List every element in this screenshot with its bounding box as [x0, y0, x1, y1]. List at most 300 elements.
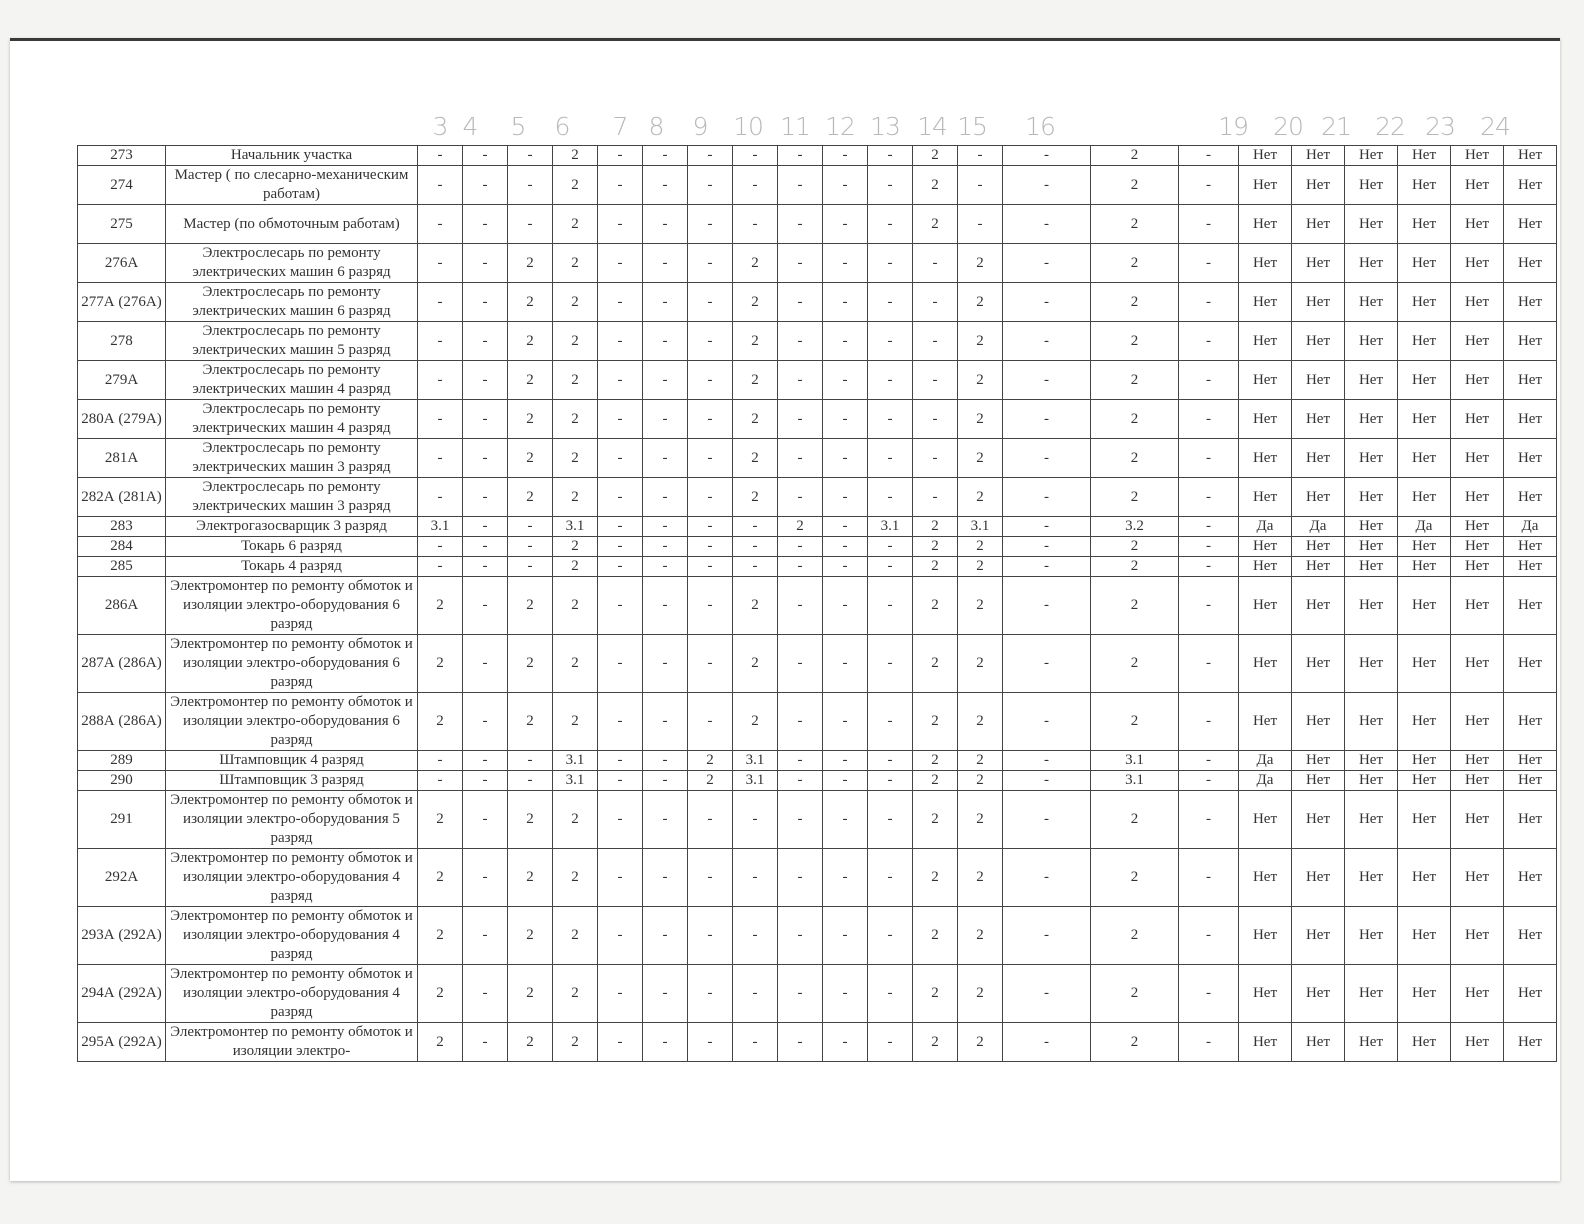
value-cell: - — [1003, 146, 1091, 166]
value-cell: 2 — [553, 965, 598, 1023]
value-cell: 2 — [958, 791, 1003, 849]
value-cell: - — [688, 537, 733, 557]
handwritten-number: 6 — [554, 112, 570, 141]
value-cell: Нет — [1239, 577, 1292, 635]
table-row — [78, 166, 1557, 205]
workplace-number-cell: 291 — [78, 791, 166, 849]
profession-name-cell: Электромонтер по ремонту обмоток и изоляции электро-оборудования 6 разряд — [166, 577, 418, 635]
value-cell: - — [823, 577, 868, 635]
value-cell: - — [463, 751, 508, 771]
value-cell: - — [598, 400, 643, 439]
value-cell: - — [643, 166, 688, 205]
value-cell: 2 — [553, 478, 598, 517]
value-cell: - — [1179, 439, 1239, 478]
profession-name-cell: Электромонтер по ремонту обмоток и изоляции электро-оборудования 4 разряд — [166, 965, 418, 1023]
profession-name-cell: Электромонтер по ремонту обмоток и изоляции электро- — [166, 1023, 418, 1062]
value-cell: - — [778, 693, 823, 751]
value-cell: - — [778, 322, 823, 361]
value-cell: Нет — [1292, 635, 1345, 693]
value-cell: Нет — [1398, 322, 1451, 361]
profession-name-cell: Электрослесарь по ремонту электрических машин 3 разряд — [166, 478, 418, 517]
value-cell: 2 — [958, 1023, 1003, 1062]
table-row — [78, 537, 1557, 557]
value-cell: 2 — [913, 557, 958, 577]
value-cell: Да — [1239, 771, 1292, 791]
value-cell: - — [1179, 166, 1239, 205]
value-cell: Нет — [1398, 557, 1451, 577]
value-cell: - — [868, 361, 913, 400]
value-cell: - — [1179, 907, 1239, 965]
value-cell: 2 — [418, 849, 463, 907]
value-cell: - — [463, 283, 508, 322]
value-cell: - — [1003, 965, 1091, 1023]
profession-name-cell: Электромонтер по ремонту обмоток и изоляции электро-оборудования 5 разряд — [166, 791, 418, 849]
value-cell: - — [598, 693, 643, 751]
value-cell: - — [688, 478, 733, 517]
workplace-number-cell: 284 — [78, 537, 166, 557]
profession-name-cell: Электрослесарь по ремонту электрических машин 3 разряд — [166, 439, 418, 478]
value-cell: - — [508, 146, 553, 166]
profession-name-cell: Электромонтер по ремонту обмоток и изоляции электро-оборудования 6 разряд — [166, 693, 418, 751]
workplace-number-cell: 281А — [78, 439, 166, 478]
value-cell: 3.2 — [1091, 517, 1179, 537]
value-cell: - — [958, 146, 1003, 166]
value-cell: - — [463, 557, 508, 577]
table-row — [78, 771, 1557, 791]
value-cell: Нет — [1239, 557, 1292, 577]
value-cell: 2 — [1091, 791, 1179, 849]
workplace-number-cell: 292А — [78, 849, 166, 907]
value-cell: 2 — [1091, 577, 1179, 635]
value-cell: - — [733, 146, 778, 166]
value-cell: - — [643, 283, 688, 322]
value-cell: - — [418, 244, 463, 283]
value-cell: - — [1003, 283, 1091, 322]
value-cell: - — [598, 166, 643, 205]
value-cell: - — [823, 244, 868, 283]
value-cell: 2 — [508, 244, 553, 283]
value-cell: 2 — [1091, 244, 1179, 283]
value-cell: - — [688, 322, 733, 361]
workplace-number-cell: 282А (281А) — [78, 478, 166, 517]
value-cell: - — [598, 751, 643, 771]
value-cell: - — [823, 965, 868, 1023]
workplace-number-cell: 289 — [78, 751, 166, 771]
value-cell: Нет — [1239, 205, 1292, 244]
value-cell: - — [688, 1023, 733, 1062]
value-cell: - — [688, 849, 733, 907]
workplace-number-cell: 275 — [78, 205, 166, 244]
value-cell: 2 — [778, 517, 823, 537]
value-cell: - — [688, 577, 733, 635]
value-cell: - — [778, 146, 823, 166]
value-cell: - — [688, 693, 733, 751]
profession-name-cell: Электромонтер по ремонту обмоток и изоляции электро-оборудования 4 разряд — [166, 907, 418, 965]
value-cell: Нет — [1292, 322, 1345, 361]
value-cell: Нет — [1345, 361, 1398, 400]
value-cell: - — [643, 146, 688, 166]
value-cell: - — [643, 693, 688, 751]
value-cell: - — [688, 361, 733, 400]
value-cell: 2 — [1091, 439, 1179, 478]
profession-name-cell: Электрослесарь по ремонту электрических машин 4 разряд — [166, 400, 418, 439]
value-cell: Нет — [1451, 693, 1504, 751]
value-cell: 2 — [1091, 907, 1179, 965]
value-cell: 2 — [733, 693, 778, 751]
value-cell: - — [733, 791, 778, 849]
value-cell: - — [463, 771, 508, 791]
table-row — [78, 1023, 1557, 1062]
table-row — [78, 791, 1557, 849]
value-cell: Нет — [1504, 537, 1557, 557]
value-cell: 2 — [733, 283, 778, 322]
value-cell: - — [778, 439, 823, 478]
value-cell: Нет — [1504, 1023, 1557, 1062]
value-cell: - — [418, 771, 463, 791]
profession-name-cell: Токарь 6 разряд — [166, 537, 418, 557]
value-cell: - — [868, 244, 913, 283]
value-cell: - — [418, 557, 463, 577]
value-cell: - — [868, 146, 913, 166]
table-row — [78, 322, 1557, 361]
value-cell: Нет — [1398, 283, 1451, 322]
handwritten-number: 12 — [825, 112, 855, 141]
value-cell: - — [778, 907, 823, 965]
workplace-number-cell: 287А (286А) — [78, 635, 166, 693]
handwritten-number: 7 — [612, 112, 628, 141]
value-cell: 2 — [553, 849, 598, 907]
value-cell: Нет — [1292, 166, 1345, 205]
value-cell: - — [1179, 849, 1239, 907]
value-cell: Нет — [1504, 146, 1557, 166]
value-cell: - — [463, 166, 508, 205]
value-cell: - — [823, 322, 868, 361]
value-cell: - — [508, 557, 553, 577]
workplace-number-cell: 273 — [78, 146, 166, 166]
value-cell: - — [418, 283, 463, 322]
value-cell: - — [598, 537, 643, 557]
value-cell: - — [913, 322, 958, 361]
value-cell: - — [463, 244, 508, 283]
value-cell: 2 — [508, 635, 553, 693]
workplace-number-cell: 278 — [78, 322, 166, 361]
profession-name-cell: Мастер ( по слесарно-механическим работам) — [166, 166, 418, 205]
value-cell: Нет — [1239, 478, 1292, 517]
value-cell: - — [598, 791, 643, 849]
value-cell: Нет — [1398, 751, 1451, 771]
value-cell: Нет — [1345, 439, 1398, 478]
value-cell: - — [688, 791, 733, 849]
value-cell: Нет — [1292, 693, 1345, 751]
value-cell: - — [1003, 400, 1091, 439]
value-cell: - — [418, 439, 463, 478]
value-cell: 2 — [1091, 557, 1179, 577]
table-row — [78, 205, 1557, 244]
value-cell: - — [688, 635, 733, 693]
value-cell: - — [868, 322, 913, 361]
value-cell: - — [463, 146, 508, 166]
value-cell: - — [643, 478, 688, 517]
value-cell: Нет — [1239, 361, 1292, 400]
value-cell: 2 — [733, 635, 778, 693]
value-cell: Нет — [1504, 849, 1557, 907]
profession-name-cell: Электрослесарь по ремонту электрических машин 6 разряд — [166, 244, 418, 283]
value-cell: 2 — [508, 283, 553, 322]
value-cell: Нет — [1451, 244, 1504, 283]
value-cell: 2 — [958, 322, 1003, 361]
value-cell: - — [1179, 361, 1239, 400]
value-cell: Нет — [1451, 146, 1504, 166]
value-cell: Нет — [1345, 166, 1398, 205]
value-cell: - — [418, 751, 463, 771]
value-cell: Нет — [1239, 635, 1292, 693]
value-cell: - — [1003, 1023, 1091, 1062]
value-cell: 2 — [913, 849, 958, 907]
value-cell: 2 — [913, 205, 958, 244]
value-cell: Нет — [1239, 849, 1292, 907]
value-cell: Да — [1292, 517, 1345, 537]
profession-name-cell: Электромонтер по ремонту обмоток и изоляции электро-оборудования 4 разряд — [166, 849, 418, 907]
value-cell: - — [868, 400, 913, 439]
table-row — [78, 557, 1557, 577]
value-cell: - — [868, 166, 913, 205]
value-cell: - — [778, 791, 823, 849]
value-cell: Нет — [1504, 751, 1557, 771]
value-cell: - — [463, 517, 508, 537]
value-cell: 2 — [1091, 635, 1179, 693]
value-cell: - — [1179, 557, 1239, 577]
value-cell: - — [418, 537, 463, 557]
value-cell: - — [598, 283, 643, 322]
handwritten-number: 16 — [1025, 112, 1055, 141]
value-cell: - — [778, 166, 823, 205]
value-cell: - — [913, 478, 958, 517]
value-cell: - — [643, 517, 688, 537]
value-cell: Нет — [1345, 244, 1398, 283]
value-cell: - — [1179, 478, 1239, 517]
value-cell: 2 — [913, 965, 958, 1023]
value-cell: - — [823, 771, 868, 791]
value-cell: 2 — [508, 361, 553, 400]
workplace-number-cell: 286А — [78, 577, 166, 635]
value-cell: 2 — [553, 244, 598, 283]
value-cell: - — [1179, 635, 1239, 693]
table-row — [78, 400, 1557, 439]
value-cell: - — [913, 439, 958, 478]
value-cell: - — [643, 1023, 688, 1062]
value-cell: Нет — [1504, 965, 1557, 1023]
value-cell: Нет — [1345, 146, 1398, 166]
value-cell: - — [868, 283, 913, 322]
table-row — [78, 439, 1557, 478]
value-cell: Нет — [1398, 146, 1451, 166]
value-cell: 2 — [1091, 146, 1179, 166]
value-cell: - — [643, 965, 688, 1023]
value-cell: - — [778, 478, 823, 517]
profession-name-cell: Штамповщик 4 разряд — [166, 751, 418, 771]
value-cell: - — [1003, 635, 1091, 693]
value-cell: Нет — [1292, 907, 1345, 965]
value-cell: - — [1003, 244, 1091, 283]
value-cell: 2 — [508, 693, 553, 751]
value-cell: Да — [1398, 517, 1451, 537]
value-cell: - — [778, 205, 823, 244]
value-cell: Нет — [1292, 557, 1345, 577]
value-cell: - — [778, 635, 823, 693]
value-cell: Нет — [1504, 635, 1557, 693]
handwritten-number: 23 — [1425, 112, 1455, 141]
value-cell: - — [1179, 205, 1239, 244]
value-cell: - — [463, 400, 508, 439]
value-cell: 2 — [553, 146, 598, 166]
value-cell: - — [1003, 205, 1091, 244]
value-cell: 2 — [913, 1023, 958, 1062]
value-cell: - — [598, 965, 643, 1023]
value-cell: - — [823, 635, 868, 693]
value-cell: Нет — [1239, 166, 1292, 205]
value-cell: 2 — [913, 751, 958, 771]
value-cell: - — [643, 244, 688, 283]
value-cell: - — [688, 244, 733, 283]
value-cell: Нет — [1451, 1023, 1504, 1062]
value-cell: 2 — [688, 751, 733, 771]
value-cell: 2 — [508, 791, 553, 849]
value-cell: 2 — [553, 322, 598, 361]
value-cell: Нет — [1398, 907, 1451, 965]
value-cell: - — [733, 1023, 778, 1062]
value-cell: - — [823, 517, 868, 537]
value-cell: - — [1179, 1023, 1239, 1062]
value-cell: - — [823, 361, 868, 400]
value-cell: - — [823, 1023, 868, 1062]
value-cell: Нет — [1451, 771, 1504, 791]
value-cell: Нет — [1292, 791, 1345, 849]
table-row — [78, 577, 1557, 635]
value-cell: - — [868, 635, 913, 693]
value-cell: Нет — [1451, 907, 1504, 965]
value-cell: Нет — [1504, 361, 1557, 400]
value-cell: Нет — [1292, 537, 1345, 557]
handwritten-number: 21 — [1321, 112, 1351, 141]
workplace-number-cell: 293А (292А) — [78, 907, 166, 965]
value-cell: - — [913, 244, 958, 283]
value-cell: - — [418, 361, 463, 400]
value-cell: 2 — [958, 771, 1003, 791]
working-conditions-table — [77, 145, 1557, 1062]
value-cell: Нет — [1345, 205, 1398, 244]
value-cell: - — [733, 849, 778, 907]
value-cell: Нет — [1345, 400, 1398, 439]
value-cell: 2 — [553, 635, 598, 693]
value-cell: 2 — [958, 965, 1003, 1023]
profession-name-cell: Токарь 4 разряд — [166, 557, 418, 577]
value-cell: Нет — [1345, 751, 1398, 771]
value-cell: - — [598, 557, 643, 577]
value-cell: 2 — [508, 478, 553, 517]
value-cell: 2 — [958, 439, 1003, 478]
value-cell: Нет — [1239, 322, 1292, 361]
value-cell: - — [418, 400, 463, 439]
workplace-number-cell: 280А (279А) — [78, 400, 166, 439]
value-cell: Нет — [1292, 751, 1345, 771]
value-cell: - — [868, 791, 913, 849]
value-cell: - — [913, 283, 958, 322]
value-cell: - — [463, 849, 508, 907]
value-cell: - — [1179, 791, 1239, 849]
handwritten-number: 5 — [510, 112, 526, 141]
table-row — [78, 283, 1557, 322]
value-cell: 2 — [508, 1023, 553, 1062]
workplace-number-cell: 276А — [78, 244, 166, 283]
value-cell: Нет — [1504, 693, 1557, 751]
value-cell: Нет — [1398, 965, 1451, 1023]
value-cell: Нет — [1451, 537, 1504, 557]
value-cell: Нет — [1451, 322, 1504, 361]
value-cell: 2 — [508, 577, 553, 635]
value-cell: - — [508, 517, 553, 537]
value-cell: 2 — [1091, 400, 1179, 439]
value-cell: 2 — [553, 577, 598, 635]
value-cell: 2 — [1091, 205, 1179, 244]
value-cell: - — [598, 439, 643, 478]
value-cell: - — [1179, 693, 1239, 751]
value-cell: - — [823, 557, 868, 577]
value-cell: - — [643, 577, 688, 635]
value-cell: Нет — [1398, 771, 1451, 791]
profession-name-cell: Электрослесарь по ремонту электрических машин 5 разряд — [166, 322, 418, 361]
value-cell: 2 — [418, 791, 463, 849]
table-row — [78, 517, 1557, 537]
profession-name-cell: Электрослесарь по ремонту электрических машин 4 разряд — [166, 361, 418, 400]
value-cell: - — [598, 478, 643, 517]
value-cell: 2 — [508, 439, 553, 478]
value-cell: Нет — [1239, 791, 1292, 849]
value-cell: 2 — [958, 244, 1003, 283]
value-cell: Нет — [1398, 400, 1451, 439]
value-cell: - — [598, 635, 643, 693]
value-cell: 2 — [508, 965, 553, 1023]
table-row — [78, 146, 1557, 166]
value-cell: - — [688, 146, 733, 166]
value-cell: - — [643, 849, 688, 907]
value-cell: 2 — [553, 439, 598, 478]
value-cell: 2 — [1091, 361, 1179, 400]
value-cell: - — [778, 400, 823, 439]
value-cell: Нет — [1345, 478, 1398, 517]
value-cell: - — [598, 322, 643, 361]
value-cell: 2 — [958, 907, 1003, 965]
value-cell: Нет — [1345, 577, 1398, 635]
value-cell: 3.1 — [553, 517, 598, 537]
value-cell: Нет — [1292, 849, 1345, 907]
value-cell: - — [778, 283, 823, 322]
value-cell: - — [1003, 557, 1091, 577]
value-cell: 2 — [508, 400, 553, 439]
value-cell: Нет — [1451, 557, 1504, 577]
value-cell: Нет — [1504, 791, 1557, 849]
value-cell: 2 — [913, 635, 958, 693]
value-cell: - — [643, 557, 688, 577]
value-cell: 3.1 — [733, 771, 778, 791]
handwritten-number: 22 — [1375, 112, 1405, 141]
value-cell: Нет — [1345, 322, 1398, 361]
table-row — [78, 244, 1557, 283]
value-cell: Нет — [1292, 478, 1345, 517]
value-cell: 2 — [553, 557, 598, 577]
value-cell: - — [823, 166, 868, 205]
value-cell: - — [823, 849, 868, 907]
value-cell: Нет — [1345, 517, 1398, 537]
